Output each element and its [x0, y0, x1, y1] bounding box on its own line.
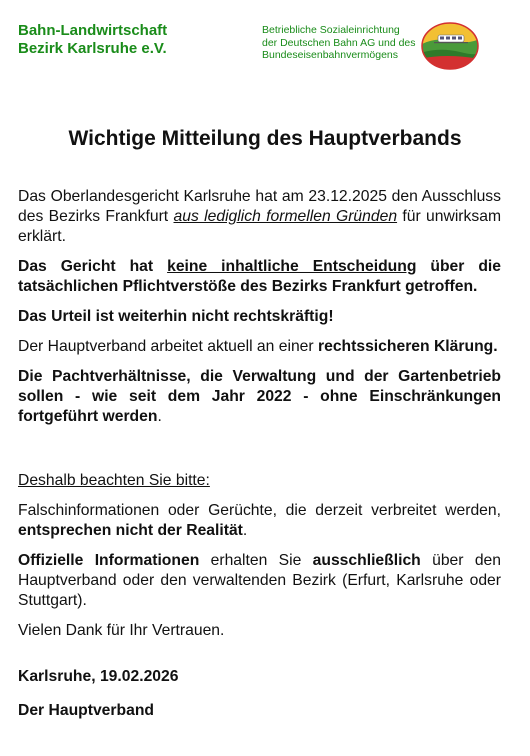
emphasis-text: rechtssicheren Klärung. — [318, 338, 498, 355]
text: Das Oberlandesgericht Karlsruhe hat am 23.12.2025 den Ausschluss des Bezirks Frankfurt — [18, 188, 501, 225]
spacer — [18, 437, 501, 471]
organization-name-line2: Bezirk Karlsruhe e.V. — [18, 40, 167, 57]
emphasis-text: keine inhaltliche Entscheidung — [167, 258, 417, 275]
text: Der Hauptverband arbeitet aktuell an einer — [18, 338, 318, 355]
subtitle-line1: Betriebliche Sozialeinrichtung — [262, 24, 400, 36]
logo-icon — [420, 19, 480, 71]
subtitle-line3: Bundeseisenbahnvermögens — [262, 49, 399, 61]
emphasis-text: ausschließlich — [312, 552, 421, 569]
organization-name-line1: Bahn-Landwirtschaft — [18, 22, 168, 39]
letterhead — [0, 0, 530, 100]
place-date — [18, 667, 501, 687]
notice-heading — [18, 471, 501, 491]
organization-subtitle — [262, 24, 416, 62]
text: . — [242, 522, 248, 539]
text: über die tatsächlichen Pflichtverstöße des Bezirks Frankfurt getroffen. — [18, 258, 501, 295]
text: Deshalb beachten Sie bitte: — [18, 472, 210, 489]
signature — [18, 701, 501, 721]
paragraph-official-info — [18, 551, 501, 611]
text: Der Hauptverband — [18, 702, 154, 719]
paragraph-court-ruling — [18, 187, 501, 247]
text: Die Pachtverhältnisse, die Verwaltung und der Gartenbetrieb sollen - wie seit dem Jahr 2022 - ohne Einschränkungen fortgeführt werden — [18, 368, 501, 425]
emphasis-text: aus lediglich formellen Gründen — [173, 208, 398, 225]
text: über den Hauptverband oder den verwaltenden Bezirk (Erfurt, Karlsruhe oder Stuttgart). — [18, 552, 501, 609]
text: . — [157, 408, 162, 425]
paragraph-not-final — [18, 307, 501, 327]
text: erhalten Sie — [199, 552, 313, 569]
text: für unwirksam erklärt. — [18, 208, 502, 245]
paragraph-misinformation — [18, 501, 501, 541]
spacer — [18, 651, 501, 667]
emphasis-text: entsprechen nicht der Realität — [18, 522, 243, 539]
thanks-line: Vielen Dank für Ihr Vertrauen. — [18, 622, 225, 639]
page-title: Wichtige Mitteilung des Hauptverbands — [68, 127, 462, 150]
text: Karlsruhe, 19.02.2026 — [18, 668, 179, 685]
text: Das Urteil ist weiterhin nicht rechtskräftig! — [18, 308, 334, 325]
organization-name — [18, 22, 167, 58]
paragraph-no-decision — [18, 257, 501, 297]
text: Das Gericht hat — [18, 258, 168, 275]
paragraph-clarification — [18, 337, 501, 357]
letter-body — [18, 187, 501, 731]
text: Falschinformationen oder Gerüchte, die derzeit verbreitet werden, — [18, 502, 501, 519]
subtitle-line2: der Deutschen Bahn AG und des — [262, 36, 416, 49]
emphasis-text: Offizielle Informationen — [18, 552, 200, 569]
paragraph-continuation — [18, 367, 501, 427]
